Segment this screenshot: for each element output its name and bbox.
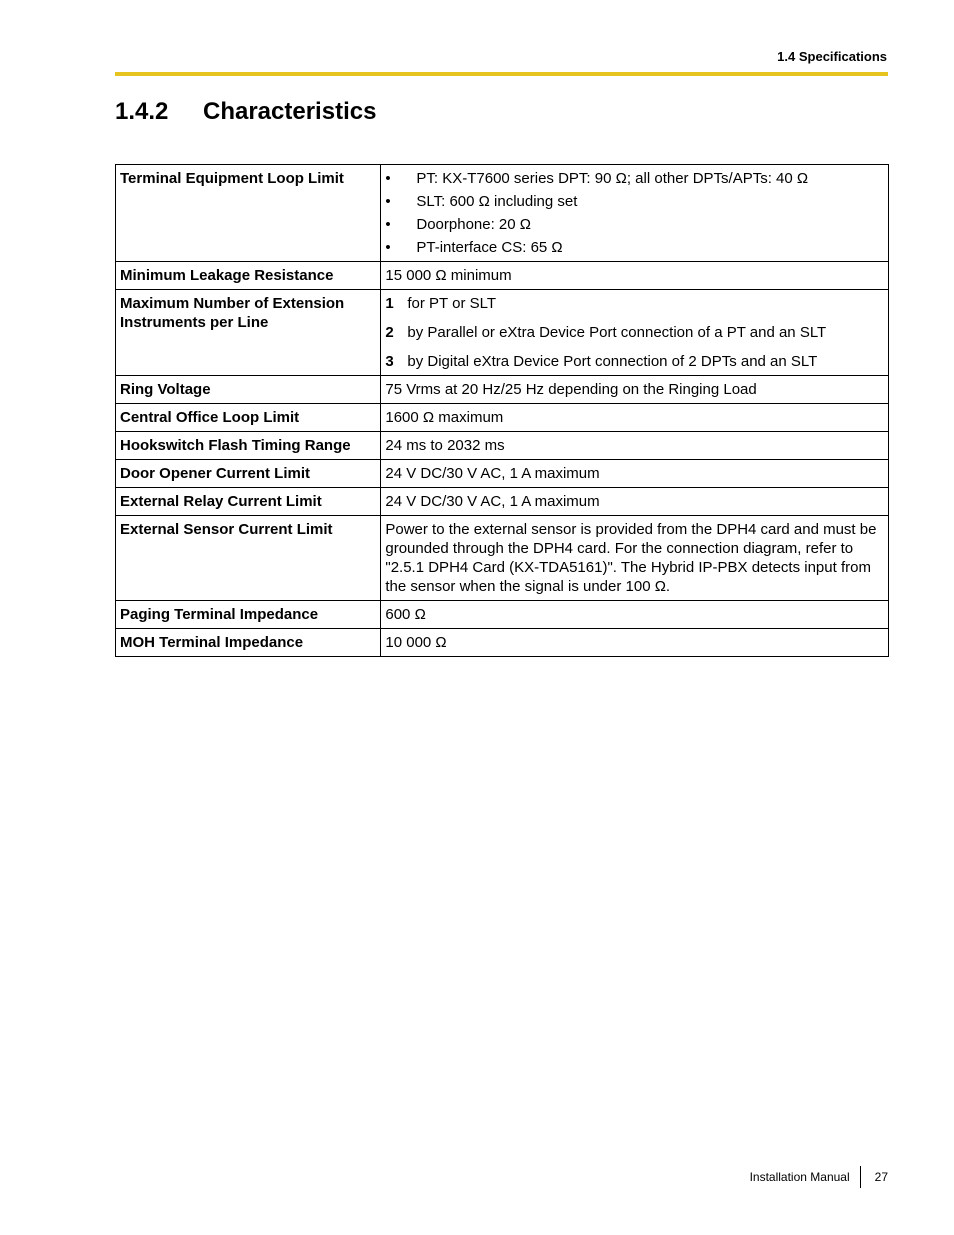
header-rule	[115, 72, 888, 76]
running-header: 1.4 Specifications	[777, 49, 887, 64]
list-item	[385, 352, 884, 371]
spec-label: Terminal Equipment Loop Limit	[116, 165, 381, 262]
spec-value: 10 000 Ω	[381, 629, 889, 657]
spec-value: 600 Ω	[381, 601, 889, 629]
spec-label: Maximum Number of Extension Instruments per Line	[116, 290, 381, 376]
spec-label: Minimum Leakage Resistance	[116, 262, 381, 290]
table-row	[116, 516, 889, 601]
list-item-number: 2	[385, 324, 394, 341]
list-item-text: by Digital eXtra Device Port connection of 2 DPTs and an SLT	[407, 353, 818, 370]
list-item	[385, 169, 884, 188]
table-row	[116, 290, 889, 376]
spec-label: Hookswitch Flash Timing Range	[116, 432, 381, 460]
bullet-icon: •	[385, 170, 391, 187]
list-item	[385, 215, 884, 234]
spec-value: 24 V DC/30 V AC, 1 A maximum	[381, 488, 889, 516]
table-row	[116, 165, 889, 262]
list-item	[385, 238, 884, 257]
bullet-icon: •	[385, 216, 391, 233]
list-item-text: PT-interface CS: 65 Ω	[416, 239, 563, 256]
section-number: 1.4.2	[115, 98, 169, 125]
spec-label: External Relay Current Limit	[116, 488, 381, 516]
table-row	[116, 262, 889, 290]
page-title	[115, 98, 376, 126]
bullet-icon: •	[385, 193, 391, 210]
list-item	[385, 294, 884, 313]
numbered-list	[385, 294, 884, 371]
table-row	[116, 432, 889, 460]
list-item-text: PT: KX-T7600 series DPT: 90 Ω; all other DPTs/APTs: 40 Ω	[416, 170, 809, 187]
section-heading: Characteristics	[203, 98, 377, 125]
list-item-text: Doorphone: 20 Ω	[416, 216, 531, 233]
spec-label: Ring Voltage	[116, 376, 381, 404]
spec-label: MOH Terminal Impedance	[116, 629, 381, 657]
spec-value: 24 V DC/30 V AC, 1 A maximum	[381, 460, 889, 488]
spec-value: 1600 Ω maximum	[381, 404, 889, 432]
spec-label: External Sensor Current Limit	[116, 516, 381, 601]
table-row	[116, 376, 889, 404]
table-row	[116, 488, 889, 516]
spec-value: 24 ms to 2032 ms	[381, 432, 889, 460]
list-item	[385, 192, 884, 211]
table-row	[116, 404, 889, 432]
bullet-list	[385, 169, 884, 257]
page-footer	[750, 1166, 888, 1188]
spec-value: 75 Vrms at 20 Hz/25 Hz depending on the Ringing Load	[381, 376, 889, 404]
spec-value: 15 000 Ω minimum	[381, 262, 889, 290]
bullet-icon: •	[385, 239, 391, 256]
page-number: 27	[874, 1170, 888, 1184]
table-row	[116, 460, 889, 488]
table-row	[116, 601, 889, 629]
characteristics-table	[115, 164, 889, 657]
list-item-text: SLT: 600 Ω including set	[416, 193, 578, 210]
footer-doc-title: Installation Manual	[749, 1170, 850, 1184]
list-item-text: for PT or SLT	[407, 295, 497, 312]
table-row	[116, 629, 889, 657]
spec-value	[381, 290, 889, 376]
list-item-number: 3	[385, 353, 394, 370]
spec-label: Central Office Loop Limit	[116, 404, 381, 432]
spec-label: Door Opener Current Limit	[116, 460, 381, 488]
list-item-text: by Parallel or eXtra Device Port connection of a PT and an SLT	[407, 324, 827, 341]
spec-value: Power to the external sensor is provided from the DPH4 card and must be grounded through the DPH4 card. For the connection diagram, refer to "2.5.1 DPH4 Card (KX-TDA5161)". The Hybrid IP-PBX detects input from the sensor when the signal is under 100 Ω.	[381, 516, 889, 601]
footer-divider	[860, 1166, 861, 1188]
spec-label: Paging Terminal Impedance	[116, 601, 381, 629]
list-item	[385, 323, 884, 342]
list-item-number: 1	[385, 295, 394, 312]
spec-value	[381, 165, 889, 262]
